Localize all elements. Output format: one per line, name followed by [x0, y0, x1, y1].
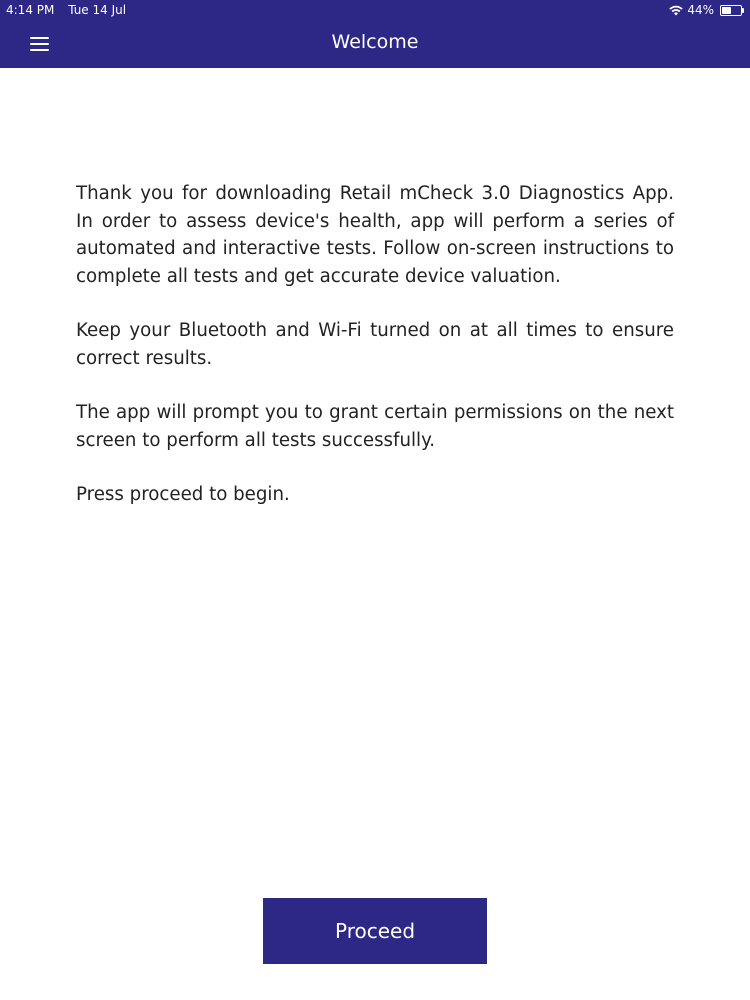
intro-paragraph: Thank you for downloading Retail mCheck 3.0 Diagnostics App. In order to assess device's health, app will perform a series of automated and interactive tests. Follow on-screen instructions to complete all tests and get accurate device valuation.	[76, 183, 674, 287]
proceed-instruction: Press proceed to begin.	[76, 484, 290, 505]
proceed-button[interactable]: Proceed	[263, 898, 487, 964]
status-bar	[0, 0, 750, 20]
wifi-icon	[669, 5, 683, 16]
app-header	[0, 0, 750, 68]
permissions-paragraph: The app will prompt you to grant certain permissions on the next screen to perform all tests successfully.	[76, 402, 674, 451]
battery-icon	[720, 5, 742, 16]
status-left	[6, 3, 136, 17]
status-time: 4:14 PM	[6, 3, 55, 17]
status-right	[669, 3, 742, 17]
status-date: Tue 14 Jul	[68, 3, 127, 17]
welcome-message	[76, 180, 674, 536]
page-title: Welcome	[331, 31, 419, 53]
connectivity-paragraph: Keep your Bluetooth and Wi-Fi turned on at all times to ensure correct results.	[76, 320, 674, 369]
battery-percent: 44%	[687, 3, 714, 17]
battery-fill	[722, 7, 731, 14]
